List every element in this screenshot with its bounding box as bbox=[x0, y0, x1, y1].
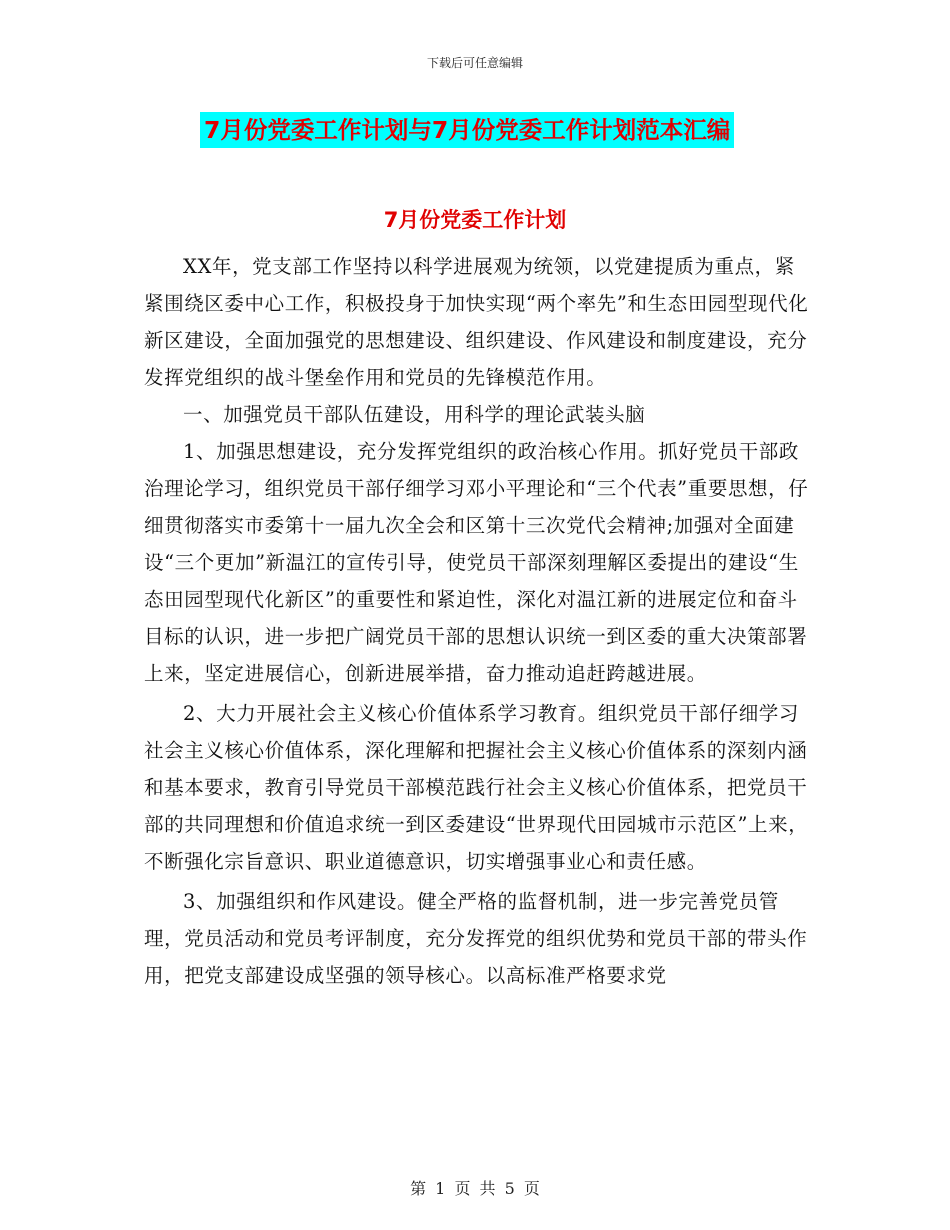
paragraph-item-1: 1、加强思想建设，充分发挥党组织的政治核心作用。抓好党员干部政治理论学习，组织党员干部仔细学习邓小平理论和“三个代表”重要思想，仔细贯彻落实市委第十一届九次全会和区第十三次党代会精神;加强对全面建设“三个更加”新温江的宣传引导，使党员干部深刻理解区委提出的建设“生态田园型现代化新区”的重要性和紧迫性，深化对温江新的进展定位和奋斗目标的认识，进一步把广阔党员干部的思想认识统一到区委的重大决策部署上来，坚定进展信心，创新进展举措，奋力推动追赶跨越进展。 bbox=[144, 440, 809, 685]
paragraph-intro: XX年，党支部工作坚持以科学进展观为统领，以党建提质为重点，紧紧围绕区委中心工作，积极投身于加快实现“两个率先”和生态田园型现代化新区建设，全面加强党的思想建设、组织建设、作风建设和制度建设，充分发挥党组织的战斗堡垒作用和党员的先锋模范作用。 bbox=[144, 255, 809, 389]
paragraph-item-2: 2、大力开展社会主义核心价值体系学习教育。组织党员干部仔细学习社会主义核心价值体系，深化理解和把握社会主义核心价值体系的深刻内涵和基本要求，教育引导党员干部模范践行社会主义核心价值体系，把党员干部的共同理想和价值追求统一到区委建设“世界现代田园城市示范区”上来，不断强化宗旨意识、职业道德意识，切实增强事业心和责任感。 bbox=[144, 702, 809, 873]
section-title: 7月份党委工作计划 bbox=[383, 208, 567, 232]
document-body bbox=[144, 248, 812, 994]
paragraph-heading-1: 一、加强党员干部队伍建设，用科学的理论武装头脑 bbox=[183, 403, 646, 426]
paragraph-item-3: 3、加强组织和作风建设。健全严格的监督机制，进一步完善党员管理，党员活动和党员考评制度，充分发挥党的组织优势和党员干部的带头作用，把党支部建设成坚强的领导核心。以高标准严格要求党 bbox=[144, 890, 808, 987]
header-note: 下载后可任意编辑 bbox=[426, 56, 523, 70]
document-title: 7月份党委工作计划与7月份党委工作计划范本汇编 bbox=[200, 112, 734, 148]
page-number: 第 1 页 共 5 页 bbox=[410, 1179, 540, 1198]
